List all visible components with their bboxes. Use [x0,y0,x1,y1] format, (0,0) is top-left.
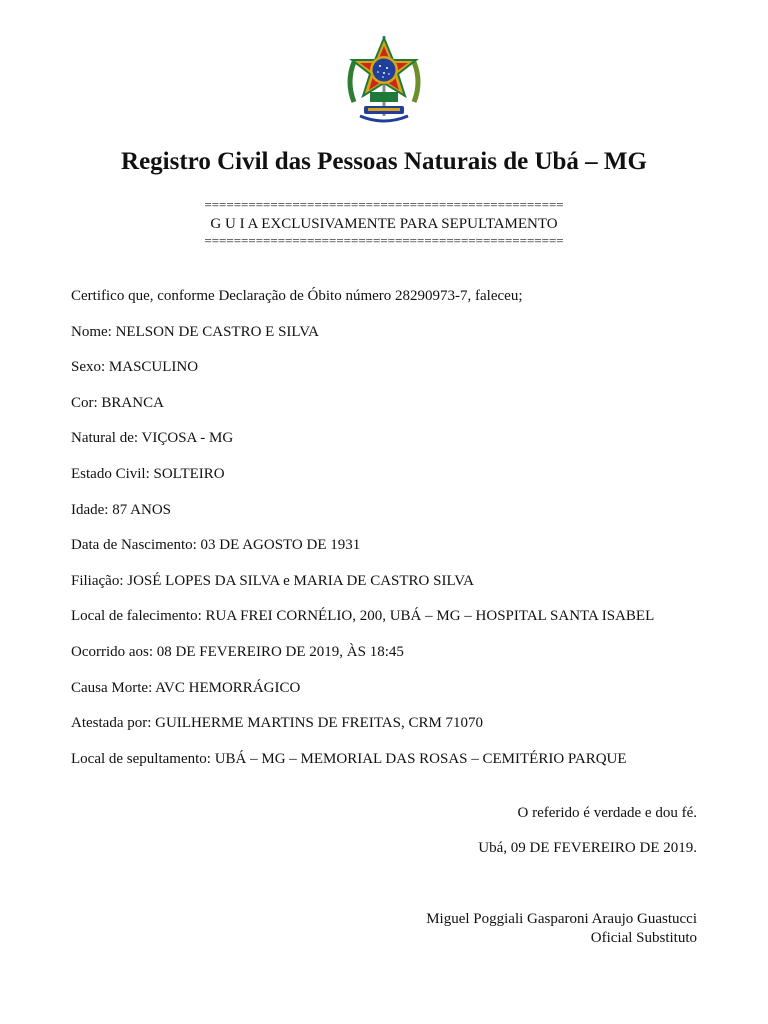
field-name: Nome: NELSON DE CASTRO E SILVA [71,323,319,340]
signer-role: Oficial Substituto [590,930,697,946]
certificate-intro: Certifico que, conforme Declaração de Óbito número 28290973-7, faleceu; [71,288,523,304]
field-parents: Filiação: JOSÉ LOPES DA SILVA e MARIA DE CASTRO SILVA [71,572,474,589]
guide-subtitle: G U I A EXCLUSIVAMENTE PARA SEPULTAMENTO [210,216,558,232]
field-burial-place: Local de sepultamento: UBÁ – MG – MEMORIAL DAS ROSAS – CEMITÉRIO PARQUE [71,750,627,767]
field-attested-by: Atestada por: GUILHERME MARTINS DE FREITAS, CRM 71070 [71,715,484,732]
top-divider: ================================================= [204,197,564,212]
signer-name: Miguel Poggiali Gasparoni Araujo Guastucci [426,911,697,927]
field-date-of-death: Ocorrido aos: 08 DE FEVEREIRO DE 2019, ÀS 18:45 [71,643,404,660]
certificate-body [71,286,711,784]
closing-statement: O referido é verdade e dou fé. [517,805,697,821]
field-age: Idade: 87 ANOS [71,501,171,518]
registry-title: Registro Civil das Pessoas Naturais de Ubá – MG [121,148,647,175]
field-color: Cor: BRANCA [71,394,164,411]
field-cause-of-death: Causa Morte: AVC HEMORRÁGICO [71,679,301,696]
field-birth-date: Data de Nascimento: 03 DE AGOSTO DE 1931 [71,537,361,554]
field-place-of-death: Local de falecimento: RUA FREI CORNÉLIO, 200, UBÁ – MG – HOSPITAL SANTA ISABEL [71,608,655,625]
field-sex: Sexo: MASCULINO [71,359,199,376]
brazil-coat-of-arms-icon [340,32,428,128]
bottom-divider: ================================================= [204,233,564,248]
place-and-date: Ubá, 09 DE FEVEREIRO DE 2019. [478,840,697,856]
field-birthplace: Natural de: VIÇOSA - MG [71,430,234,447]
field-marital-status: Estado Civil: SOLTEIRO [71,465,225,482]
